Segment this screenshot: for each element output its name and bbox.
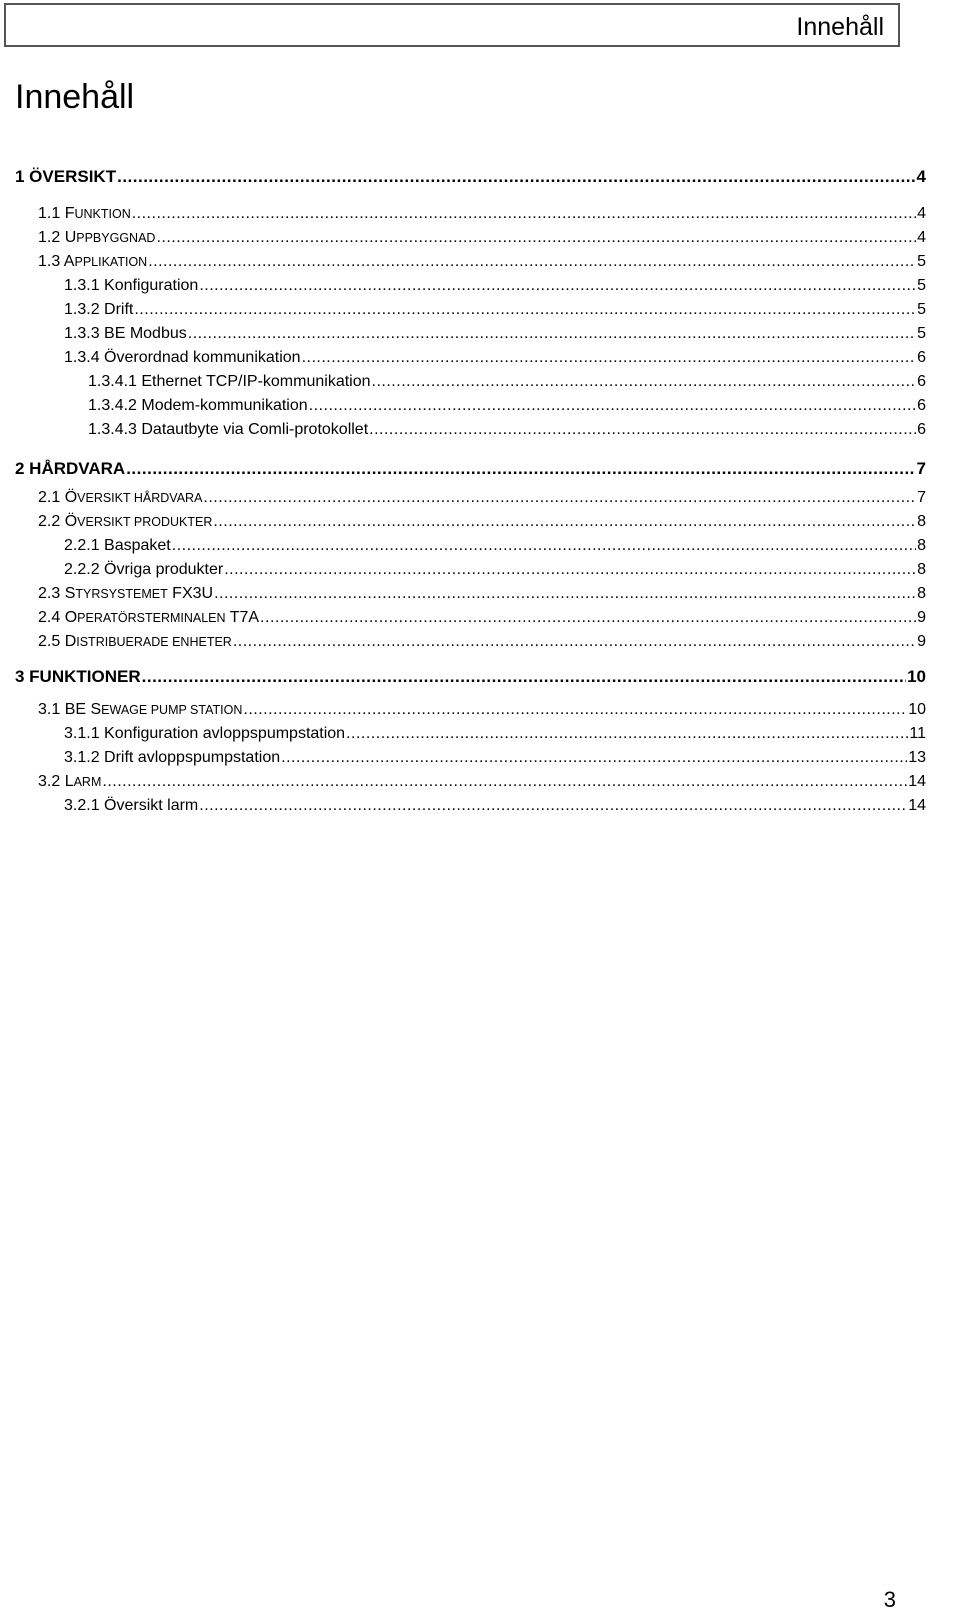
toc-leader-dots	[224, 561, 916, 579]
toc-entry-label	[38, 513, 212, 531]
toc-entry-page: 8	[917, 513, 926, 530]
running-header-title: Innehåll	[796, 13, 884, 41]
toc-leader-dots	[233, 633, 916, 651]
toc-entry-prefix: 3.2 L	[38, 773, 74, 790]
toc-leader-dots	[243, 701, 907, 719]
toc-entry[interactable]	[64, 537, 926, 561]
toc-entry-smallcaps: ARM	[73, 775, 102, 789]
toc-entry-page: 5	[917, 277, 926, 294]
toc-entry[interactable]	[38, 701, 926, 725]
toc-entry-label: 3.1.1 Konfiguration avloppspumpstation	[64, 725, 346, 742]
toc-entry-page: 9	[917, 609, 926, 626]
toc-entry-prefix: 2.3 S	[38, 585, 76, 602]
toc-leader-dots	[213, 513, 916, 531]
toc-leader-dots	[188, 325, 916, 343]
toc-entry-smallcaps: VERSIKT HÅRDVARA	[77, 491, 203, 505]
toc-leader-dots	[132, 205, 916, 223]
toc-leader-dots	[203, 489, 916, 507]
toc-entry-page: 4	[917, 229, 926, 246]
toc-entry-label	[38, 253, 147, 271]
toc-entry-prefix: 2.5 D	[38, 633, 77, 650]
toc-entry-label: 3.2.1 Översikt larm	[64, 797, 199, 814]
toc-leader-dots	[199, 277, 916, 295]
toc-entry-label	[38, 205, 131, 223]
toc-entry[interactable]	[64, 725, 926, 749]
toc-entry[interactable]	[64, 749, 926, 773]
toc-entry-page: 10	[907, 667, 926, 686]
toc-entry[interactable]	[15, 167, 926, 191]
toc-entry-smallcaps: EWAGE PUMP STATION	[101, 703, 243, 717]
toc-entry-label: 1.3.4.2 Modem-kommunikation	[88, 397, 308, 414]
toc-entry-page: 14	[908, 797, 926, 814]
toc-leader-dots	[142, 667, 906, 687]
toc-entry-smallcaps: TYRSYSTEMET	[75, 587, 168, 601]
toc-entry-label: 1.3.4.3 Datautbyte via Comli-protokollet	[88, 421, 369, 438]
toc-entry-label: 2 HÅRDVARA	[15, 459, 126, 478]
toc-entry[interactable]	[38, 773, 926, 797]
toc-entry-smallcaps: ISTRIBUERADE ENHETER	[76, 635, 232, 649]
toc-entry[interactable]	[64, 325, 926, 349]
toc-entry-label: 2.2.2 Övriga produkter	[64, 561, 224, 578]
toc-entry-label	[38, 609, 259, 627]
toc-entry-smallcaps: PPBYGGNAD	[76, 231, 156, 245]
toc-entry-smallcaps: VERSIKT PRODUKTER	[77, 515, 213, 529]
toc-entry-label: 1.3.3 BE Modbus	[64, 325, 187, 342]
toc-leader-dots	[126, 459, 915, 479]
toc-entry-label: 1.3.4 Överordnad kommunikation	[64, 349, 301, 366]
toc-entry-page: 10	[908, 701, 926, 718]
toc-leader-dots	[302, 349, 917, 367]
toc-entry-label: 1.3.4.1 Ethernet TCP/IP-kommunikation	[88, 373, 371, 390]
toc-entry-prefix: 1.2 U	[38, 229, 77, 246]
toc-entry[interactable]	[88, 397, 926, 421]
toc-entry[interactable]	[64, 349, 926, 373]
toc-entry-page: 5	[917, 253, 926, 270]
toc-entry[interactable]	[38, 253, 926, 277]
toc-entry-label	[38, 701, 242, 719]
toc-entry[interactable]	[88, 421, 926, 445]
toc-leader-dots	[372, 373, 917, 391]
toc-entry-label: 1 ÖVERSIKT	[15, 167, 117, 186]
running-header	[4, 3, 900, 47]
toc-entry-rest: T7A	[225, 609, 260, 626]
toc-entry-label: 1.3.2 Drift	[64, 301, 134, 318]
toc-entry-page: 5	[917, 301, 926, 318]
toc-entry-label: 3.1.2 Drift avloppspumpstation	[64, 749, 281, 766]
toc-entry-page: 9	[917, 633, 926, 650]
toc-entry-page: 6	[917, 349, 926, 366]
toc-entry-page: 8	[917, 561, 926, 578]
toc-entry[interactable]	[88, 373, 926, 397]
toc-entry[interactable]	[38, 633, 926, 657]
toc-entry-page: 6	[917, 397, 926, 414]
toc-entry-page: 4	[916, 167, 926, 186]
toc-entry-prefix: 2.2 Ö	[38, 513, 78, 530]
toc-entry-prefix: 3.1 BE S	[38, 701, 102, 718]
toc-entry[interactable]	[38, 513, 926, 537]
toc-leader-dots	[281, 749, 907, 767]
toc-entry[interactable]	[38, 205, 926, 229]
toc-entry-page: 6	[917, 373, 926, 390]
toc-entry-label	[38, 229, 155, 247]
toc-entry-label: 3 FUNKTIONER	[15, 667, 141, 686]
toc-entry-page: 11	[909, 725, 926, 742]
toc-leader-dots	[309, 397, 916, 415]
toc-leader-dots	[199, 797, 907, 815]
toc-entry-label	[38, 489, 202, 507]
toc-entry[interactable]	[38, 489, 926, 513]
toc-leader-dots	[369, 421, 916, 439]
toc-entry-prefix: 2.1 Ö	[38, 489, 78, 506]
toc-entry[interactable]	[64, 797, 926, 821]
toc-entry-label	[38, 585, 213, 603]
toc-entry[interactable]	[64, 561, 926, 585]
page-number: 3	[883, 1587, 896, 1612]
toc-entry-page: 8	[917, 585, 926, 602]
toc-entry[interactable]	[38, 229, 926, 253]
toc-leader-dots	[148, 253, 916, 271]
toc-entry-page: 7	[917, 489, 926, 506]
toc-entry[interactable]	[38, 585, 926, 609]
toc-entry-label: 2.2.1 Baspaket	[64, 537, 171, 554]
toc-entry-page: 14	[908, 773, 926, 790]
toc-entry-rest: FX3U	[167, 585, 214, 602]
toc-entry-page: 7	[916, 459, 926, 478]
page-title: Innehåll	[15, 78, 135, 116]
toc-entry-label	[38, 773, 101, 791]
toc-leader-dots	[134, 301, 916, 319]
toc-entry-page: 5	[917, 325, 926, 342]
toc-entry[interactable]	[38, 609, 926, 633]
toc-leader-dots	[346, 725, 908, 743]
toc-entry-smallcaps: PERATÖRSTERMINALEN	[77, 611, 226, 625]
toc-entry[interactable]	[64, 301, 926, 325]
toc-entry[interactable]	[15, 459, 926, 483]
toc-entry-label: 1.3.1 Konfiguration	[64, 277, 199, 294]
toc-entry[interactable]	[64, 277, 926, 301]
toc-entry-page: 6	[917, 421, 926, 438]
toc-entry-page: 13	[908, 749, 926, 766]
toc-leader-dots	[214, 585, 916, 603]
toc-leader-dots	[102, 773, 907, 791]
toc-entry[interactable]	[15, 667, 926, 691]
toc-entry-prefix: 1.3 A	[38, 253, 75, 270]
toc-entry-prefix: 2.4 O	[38, 609, 78, 626]
toc-entry-label	[38, 633, 232, 651]
toc-entry-smallcaps: UNKTION	[74, 207, 131, 221]
toc-entry-page: 4	[917, 205, 926, 222]
toc-leader-dots	[156, 229, 916, 247]
toc-entry-page: 8	[917, 537, 926, 554]
toc-leader-dots	[117, 167, 915, 187]
toc-leader-dots	[172, 537, 916, 555]
toc-entry-smallcaps: PPLIKATION	[74, 255, 148, 269]
toc-leader-dots	[260, 609, 916, 627]
toc-entry-prefix: 1.1 F	[38, 205, 75, 222]
